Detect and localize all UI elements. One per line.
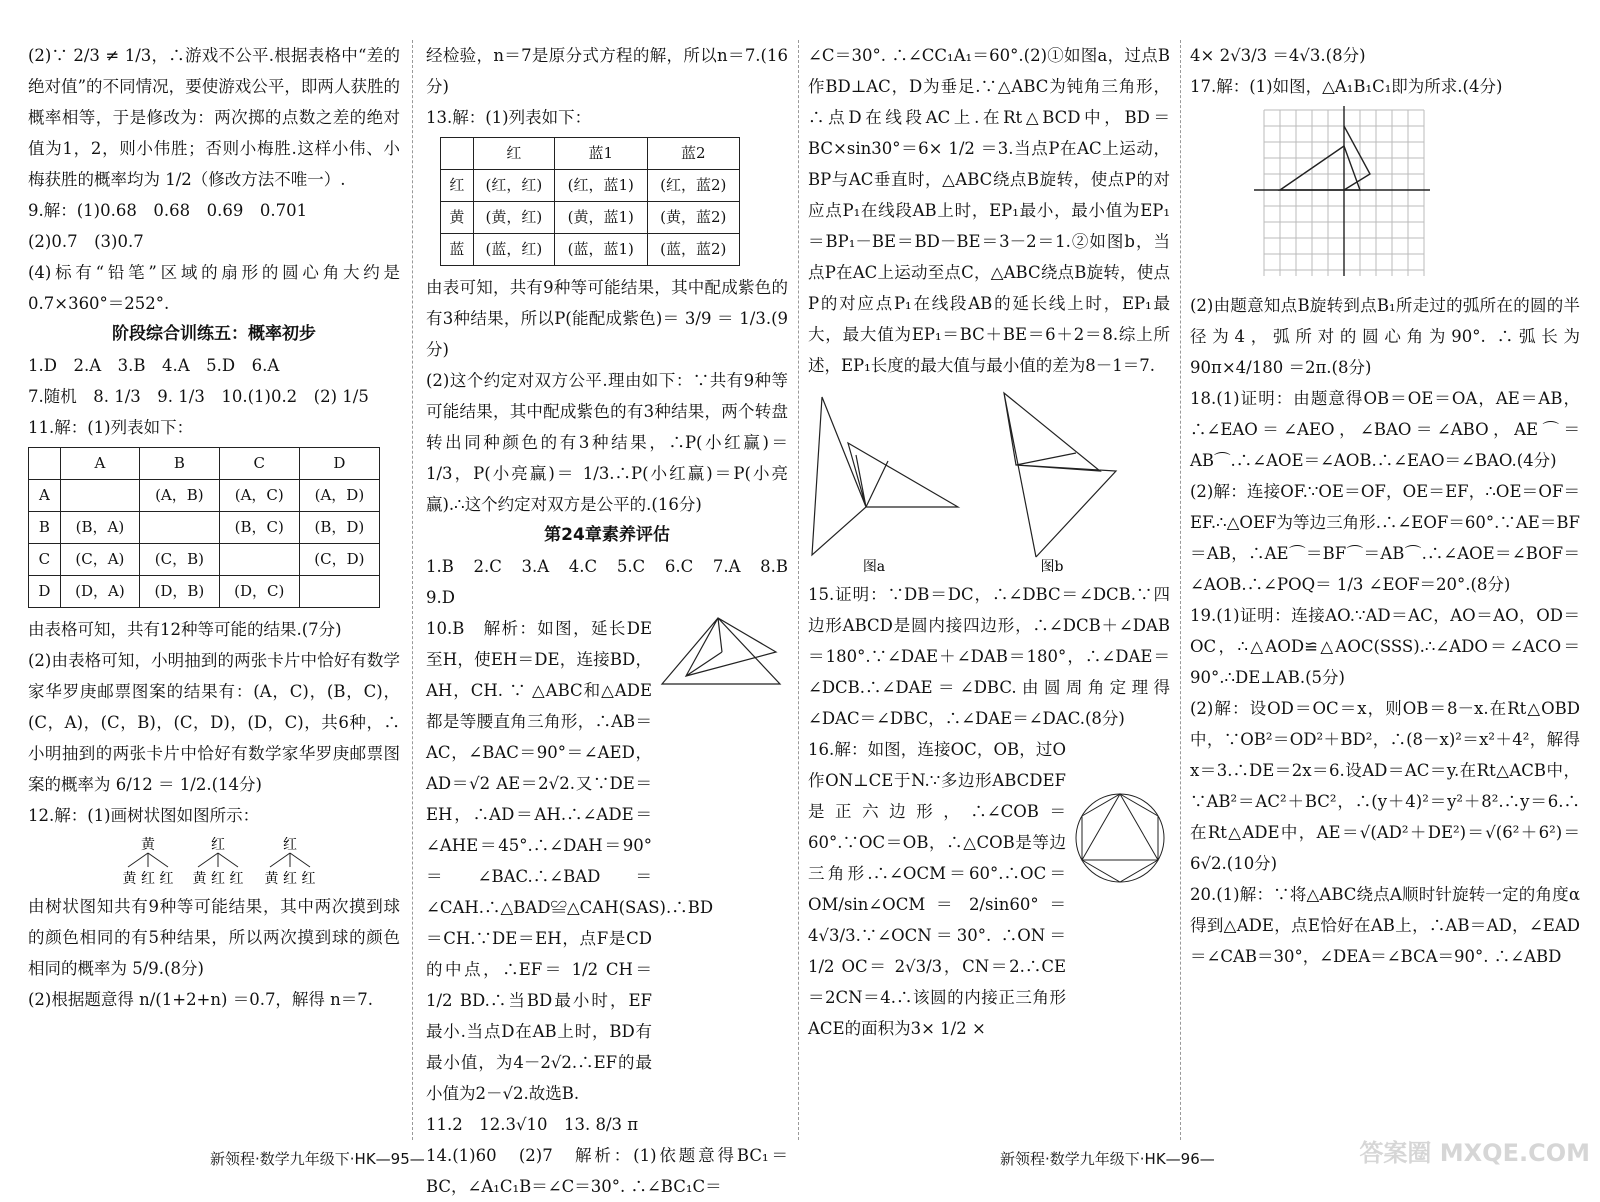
tree-top-2: 红 (211, 837, 225, 853)
page-footer-right: 新领程·数学九年级下·HK—96— (1000, 1150, 1215, 1168)
table-cell: (D，C) (219, 576, 299, 608)
table-cell: 黄 (441, 202, 474, 234)
column-1 (28, 40, 400, 1015)
table-cell: (C，B) (140, 544, 220, 576)
c1-text-8: 由表格可知，共有12种等可能的结果.(7分) (28, 620, 342, 639)
tree-top-3: 红 (283, 837, 297, 853)
section-heading-2: 第24章素养评估 (544, 525, 670, 545)
column-divider (412, 40, 414, 1140)
table-11 (28, 447, 380, 608)
c1-text-7: 11.解：(1)列表如下： (28, 418, 194, 437)
c4-text-6: 19.(1)证明：连接AO.∵AD＝AC，AO＝AO，OD＝OC，∴△AOD≌△AOC(SSS).∴∠ADO＝∠ACO＝90°.∴DE⊥AB.(5分) (1190, 606, 1580, 687)
table-cell: (C，D) (299, 544, 379, 576)
c3-text-3: 16.解：如图，连接OC，OB，过O作ON⊥CE于N.∵多边形ABCDEF是正六边形，∴∠COB＝60°.∵OC＝OB，∴△COB是等边三角形.∴∠OCM＝60°.∴OC＝ OM/sin∠OCM ＝ 2/sin60° ＝ 4√3/3.∵∠OCN＝30°. ∴ON＝ 1/2 OC＝ 2√3/3，CN＝2.∴CE＝2CN＝4.∴该圆的内接正三角形ACE的面积为3× 1/2 × (808, 740, 1072, 1038)
c1-text-4: (4)标有“铅笔”区域的扇形的圆心角大约是0.7×360°＝252°. (28, 263, 400, 313)
c3-text-2: 15.证明：∵DB＝DC，∴∠DBC＝∠DCB.∵四边形ABCD是圆内接四边形，∴∠DCB＋∠DAB＝180°.∵∠DAE＋∠DAB＝180°，∴∠DAE＝∠DCB.∴∠DAE＝∠DBC.由圆周角定理得∠DAC＝∠DBC，∴∠DAE＝∠DAC.(8分) (808, 585, 1170, 728)
table-row (29, 576, 380, 608)
c4-text-2: 17.解：(1)如图，△A₁B₁C₁即为所求.(4分) (1190, 77, 1503, 96)
table-cell: (A，D) (299, 480, 379, 512)
c2-text-6: 10.B 解析：如图，延长DE至H，使EH＝DE，连接BD，AH，CH. ∵ △ABC和△ADE都是等腰直角三角形，∴AB＝AC，∠BAC＝90°＝∠AED，AD＝√2 AE＝2√2.又∵DE＝EH，∴AD＝AH.∴∠ADE＝∠AHE＝45°.∴∠DAH＝90°＝∠BAC.∴∠BAD＝∠CAH.∴△BAD≌△CAH(SAS).∴BD＝CH.∵DE＝EH，点F是CD的中点，∴EF＝ 1/2 CH＝ 1/2 BD.∴当BD最小时，EF最小.当点D在AB上时，BD有最小值，为4－2√2.∴EF的最小值为2－√2.故选B. (426, 619, 714, 1103)
table-row (441, 138, 740, 170)
table-cell: (B，C) (219, 512, 299, 544)
table-cell (299, 576, 379, 608)
c1-text-5: 1.D 2.A 3.B 4.A 5.D 6.A (28, 356, 280, 375)
tree-leaf-2: 黄 红 红 (192, 871, 244, 887)
table-cell: C (219, 448, 299, 480)
c1-text-3: (2)0.7 (3)0.7 (28, 232, 144, 251)
table-cell (140, 512, 220, 544)
table-cell: 蓝 (441, 234, 474, 266)
table-cell: A (60, 448, 139, 480)
table-cell: (B，A) (60, 512, 139, 544)
watermark: 答案圈 MXQE.COM (1359, 1139, 1590, 1167)
table-cell (29, 448, 61, 480)
table-cell: (B，D) (299, 512, 379, 544)
table-row (441, 170, 740, 202)
table-row (29, 544, 380, 576)
table-cell: (D，B) (140, 576, 220, 608)
table-cell: D (299, 448, 379, 480)
table-cell: (红，红) (473, 170, 554, 202)
tree-top-1: 黄 (141, 837, 155, 853)
c4-text-7: (2)解：设OD＝OC＝x，则OB＝8－x.在Rt△OBD中，∵OB²＝OD²＋BD²，∴(8－x)²＝x²＋4²，解得x＝3.∴DE＝2x＝6.设AD＝AC＝y.在Rt△ACB中，∵AB²＝AC²＋BC²，∴(y＋4)²＝y²＋8².∴y＝6.∴在Rt△ADE中，AE＝√(AD²＋DE²)＝√(6²＋6²)＝6√2.(10分) (1190, 699, 1580, 873)
table-cell: (黄，蓝2) (647, 202, 740, 234)
c3-text-1: ∠C＝30°. ∴∠CC₁A₁＝60°.(2)①如图a，过点B作BD⊥AC，D为垂足.∵△ABC为钝角三角形，∴点D在线段AC上.在Rt△BCD中，BD＝BC×sin30°＝6× 1/2 ＝3.当点P在AC上运动，BP与AC垂直时，△ABC绕点B旋转，使点P的对应点P₁在线段AB上时，EP₁最小，最小值为EP₁＝BP₁－BE＝BD－BE＝3－2＝1.②如图b，当点P在AC上运动至点C，△ABC绕点B旋转，使点P的对应点P₁在线段AB的延长线上时，EP₁最大，最大值为EP₁＝BC＋BE＝6＋2＝8.综上所述，EP₁长度的最大值与最小值的差为8－1＝7. (808, 46, 1170, 375)
table-row (441, 202, 740, 234)
c2-text-3: 由表可知，共有9种等可能结果，其中配成紫色的有3种结果，所以P(能配成紫色)＝ 3/9 ＝ 1/3.(9分) (426, 278, 788, 359)
table-cell (441, 138, 474, 170)
table-cell (219, 544, 299, 576)
triangle-figure-q10 (656, 612, 788, 692)
table-cell: B (140, 448, 220, 480)
table-cell: (D，A) (60, 576, 139, 608)
c1-text-9: (2)由表格可知，小明抽到的两张卡片中恰好有数学家华罗庚邮票图案的结果有：(A，C)，(B，C)，(C，A)，(C，B)，(C，D)，(D，C)，共6种，∴小明抽到的两张卡片中恰好有数学家华罗庚邮票图案的概率为 6/12 ＝ 1/2.(14分) (28, 651, 400, 794)
fig-a-label: 图a (862, 559, 886, 575)
tree-leaf-1: 黄 红 红 (122, 871, 174, 887)
c4-text-4: 18.(1)证明：由题意得OB＝OE＝OA，AE＝AB，∴∠EAO＝∠AEO，∠BAO＝∠ABO，AE⌒＝AB⌒.∴∠AOE＝∠AOB.∴∠EAO＝∠BAO.(4分) (1190, 389, 1580, 470)
table-row (29, 480, 380, 512)
table-row (29, 512, 380, 544)
column-2 (426, 40, 805, 1202)
column-divider (1180, 40, 1182, 1140)
table-cell: (蓝，蓝2) (647, 234, 740, 266)
table-cell: (红，蓝2) (647, 170, 740, 202)
column-4 (1190, 40, 1586, 972)
table-cell: 蓝1 (555, 138, 647, 170)
c1-text-2: 9.解：(1)0.68 0.68 0.69 0.701 (28, 201, 308, 220)
c2-text-1: 经检验，n＝7是原分式方程的解，所以n＝7.(16分) (426, 46, 788, 96)
table-cell: 红 (473, 138, 554, 170)
table-cell: 红 (441, 170, 474, 202)
column-3 (808, 40, 1170, 1044)
hexagon-circle-figure (1070, 788, 1170, 888)
fig-b-label: 图b (1040, 559, 1064, 575)
table-cell: (A，B) (140, 480, 220, 512)
grid-figure-q17 (1250, 106, 1600, 286)
table-cell: (红，蓝1) (555, 170, 647, 202)
c4-text-5: (2)解：连接OF.∵OE＝OF，OE＝EF，∴OE＝OF＝EF.∴△OEF为等边三角形.∴∠EOF＝60°.∵AE＝BF＝AB，∴AE⌒＝BF⌒＝AB⌒.∴∠AOE＝∠BOF＝∠AOB.∴∠POQ＝ 1/3 ∠EOF＝20°.(8分) (1190, 482, 1580, 594)
table-13 (440, 137, 740, 266)
tree-leaf-3: 黄 红 红 (264, 871, 316, 887)
table-cell: 蓝2 (647, 138, 740, 170)
c4-text-3: (2)由题意知点B旋转到点B₁所走过的弧所在的圆的半径为4，弧所对的圆心角为90°. ∴弧长为 90π×4/180 ＝2π.(8分) (1190, 296, 1586, 377)
table-cell: (A，C) (219, 480, 299, 512)
table-cell: A (29, 480, 61, 512)
c1-text-12: (2)根据题意得 n/(1+2+n) ＝0.7，解得 n＝7. (28, 990, 374, 1009)
table-cell: (C，A) (60, 544, 139, 576)
c1-text-6: 7.随机 8. 1/3 9. 1/3 10.(1)0.2 (2) 1/5 (28, 387, 369, 406)
page-footer-left: 新领程·数学九年级下·HK—95— (210, 1150, 425, 1168)
table-cell: C (29, 544, 61, 576)
table-row (29, 448, 380, 480)
c2-text-7: 11.2 12.3√10 13. 8/3 π (426, 1115, 639, 1134)
c4-text-1: 4× 2√3/3 ＝4√3.(8分) (1190, 46, 1366, 65)
column-divider (798, 40, 800, 1140)
table-cell: (黄，红) (473, 202, 554, 234)
c4-text-8: 20.(1)解：∵将△ABC绕点A顺时针旋转一定的角度α得到△ADE，点E恰好在AB上，∴AB＝AD，∠EAD＝∠CAB＝30°，∠DEA＝∠BCA＝90°. ∴∠ABD (1190, 885, 1580, 966)
c2-text-2: 13.解：(1)列表如下： (426, 108, 592, 127)
table-row (441, 234, 740, 266)
c2-text-5: 1.B 2.C 3.A 4.C 5.C 6.C 7.A 8.B 9.D (426, 557, 805, 607)
table-cell: (蓝，红) (473, 234, 554, 266)
c1-text-11: 由树状图知共有9种等可能结果，其中两次摸到球的颜色相同的有5种结果，所以两次摸到球的颜色相同的概率为 5/9.(8分) (28, 897, 400, 978)
table-cell: (蓝，蓝1) (555, 234, 647, 266)
table-cell (60, 480, 139, 512)
table-cell: (黄，蓝1) (555, 202, 647, 234)
c2-text-8: 14.(1)60 (2)7 解析：(1)依题意得BC₁＝BC，∠A₁C₁B＝∠C＝30°. ∴∠BC₁C＝ (426, 1146, 788, 1196)
c2-text-4: (2)这个约定对双方公平.理由如下：∵共有9种等可能结果，其中配成紫色的有3种结果，两个转盘转出同种颜色的有3种结果，∴P(小红赢)＝ 1/3，P(小亮赢)＝ 1/3.∴P(小红赢)＝P(小亮赢).∴这个约定对双方是公平的.(16分) (426, 371, 794, 514)
tree-diagram (28, 835, 380, 887)
section-heading-1: 阶段综合训练五：概率初步 (112, 324, 316, 344)
table-cell: D (29, 576, 61, 608)
figures-a-b (808, 385, 1170, 575)
c1-text-1: (2)∵ 2/3 ≠ 1/3，∴游戏不公平.根据表格中“差的绝对值”的不同情况，要使游戏公平，即两人获胜的概率相等，于是修改为：两次掷的点数之差的绝对值为1，2，则小伟胜；否则小梅胜.这样小伟、小梅获胜的概率均为 1/2（修改方法不唯一）. (28, 46, 400, 189)
table-cell: B (29, 512, 61, 544)
c1-text-10: 12.解：(1)画树状图如图所示： (28, 806, 260, 825)
